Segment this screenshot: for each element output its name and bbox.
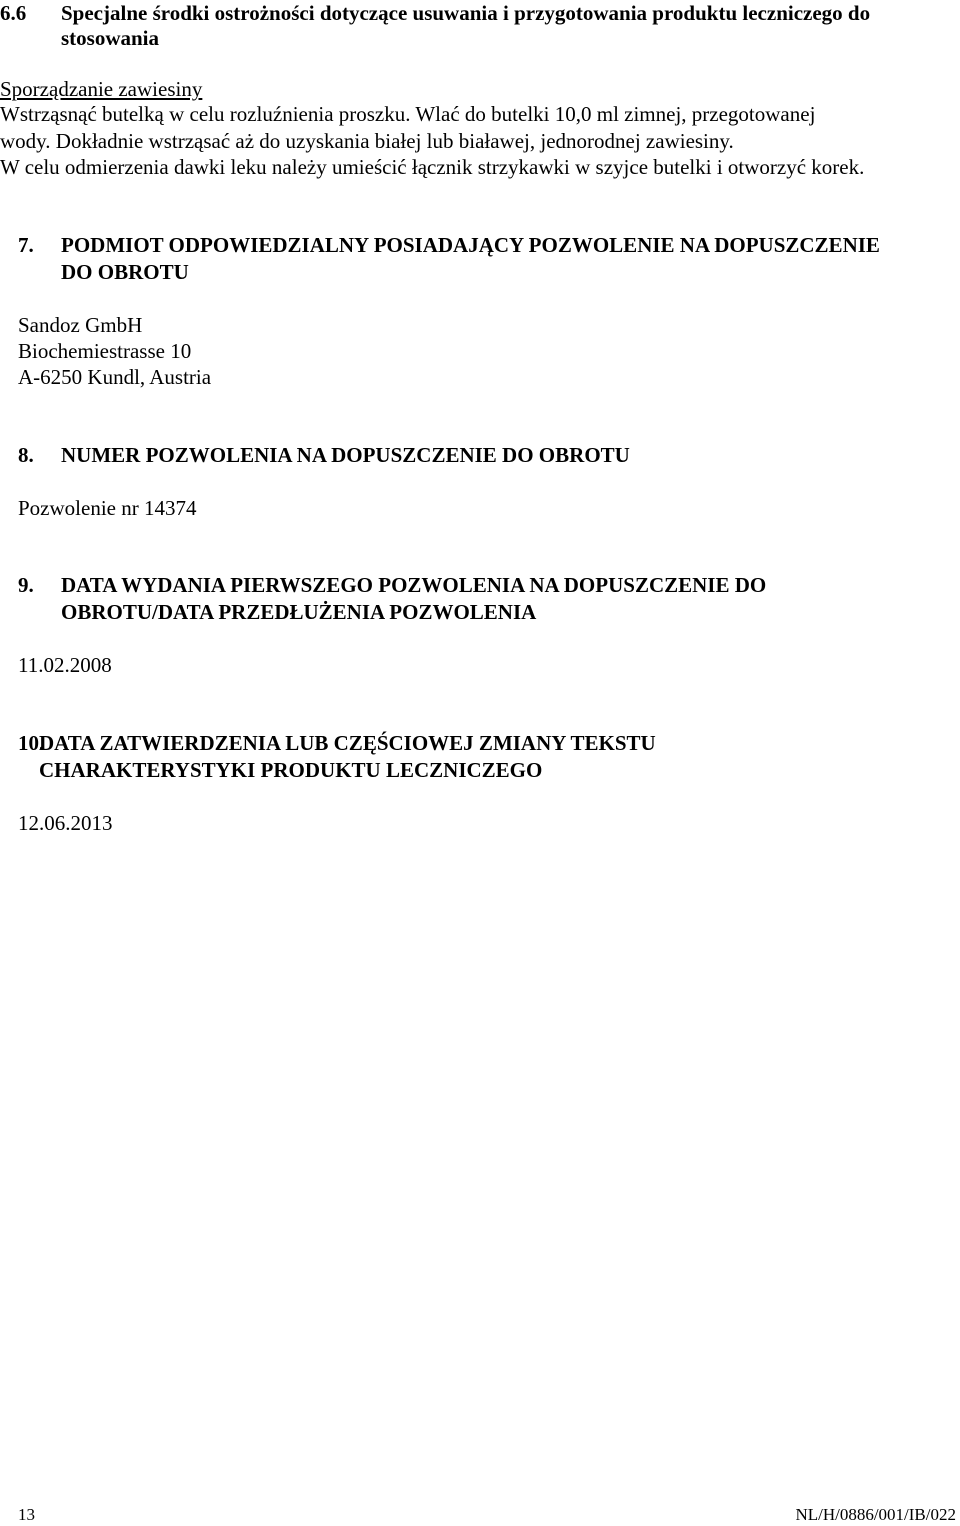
section-8 [18,445,958,525]
section-title-line-2: stosowania [61,26,160,50]
section-title-line-1: PODMIOT ODPOWIEDZIALNY POSIADAJĄCY POZWOLENIE NA DOPUSZCZENIE [61,233,880,257]
paragraph-line-2: wody. Dokładnie wstrząsać aż do uzyskania białej lub białawej, jednorodnej zawiesiny. [0,129,734,153]
section-number: 7. [18,233,34,257]
section-title-line-1: Specjalne środki ostrożności dotyczące usuwania i przygotowania produktu leczniczego do [61,1,871,25]
company-street: Biochemiestrasse 10 [18,339,192,363]
section-number: 10. [18,731,45,755]
company-city: A-6250 Kundl, Austria [18,365,212,389]
section-number: 9. [18,573,34,597]
section-10 [18,733,958,843]
document-reference: NL/H/0886/001/IB/022 [795,1505,956,1524]
section-title: NUMER POZWOLENIA NA DOPUSZCZENIE DO OBROTU [61,443,630,467]
page-footer [0,1502,960,1526]
subheading: Sporządzanie zawiesiny [0,77,203,101]
first-authorization-date: 11.02.2008 [18,653,112,677]
section-6-6 [0,0,960,180]
section-title-line-2: DO OBROTU [61,260,189,284]
paragraph-line-3: W celu odmierzenia dawki leku należy umieścić łącznik strzykawki w szyjce butelki i otworzyć korek. [0,155,865,179]
section-title-line-2: CHARAKTERYSTYKI PRODUKTU LECZNICZEGO [39,758,543,782]
section-number: 6.6 [0,1,27,25]
revision-date: 12.06.2013 [18,811,113,835]
section-title-line-1: DATA ZATWIERDZENIA LUB CZĘŚCIOWEJ ZMIANY TEKSTU [39,731,656,755]
section-number: 8. [18,443,34,467]
section-title-line-1: DATA WYDANIA PIERWSZEGO POZWOLENIA NA DOPUSZCZENIE DO [61,573,767,597]
section-9 [18,575,958,685]
section-title-line-2: OBROTU/DATA PRZEDŁUŻENIA POZWOLENIA [61,600,537,624]
authorization-number: Pozwolenie nr 14374 [18,496,197,520]
paragraph-line-1: Wstrząsnąć butelką w celu rozluźnienia proszku. Wlać do butelki 10,0 ml zimnej, przegotowanej [0,102,816,126]
page-number: 13 [18,1505,35,1524]
company-name: Sandoz GmbH [18,313,143,337]
section-7 [18,235,958,395]
